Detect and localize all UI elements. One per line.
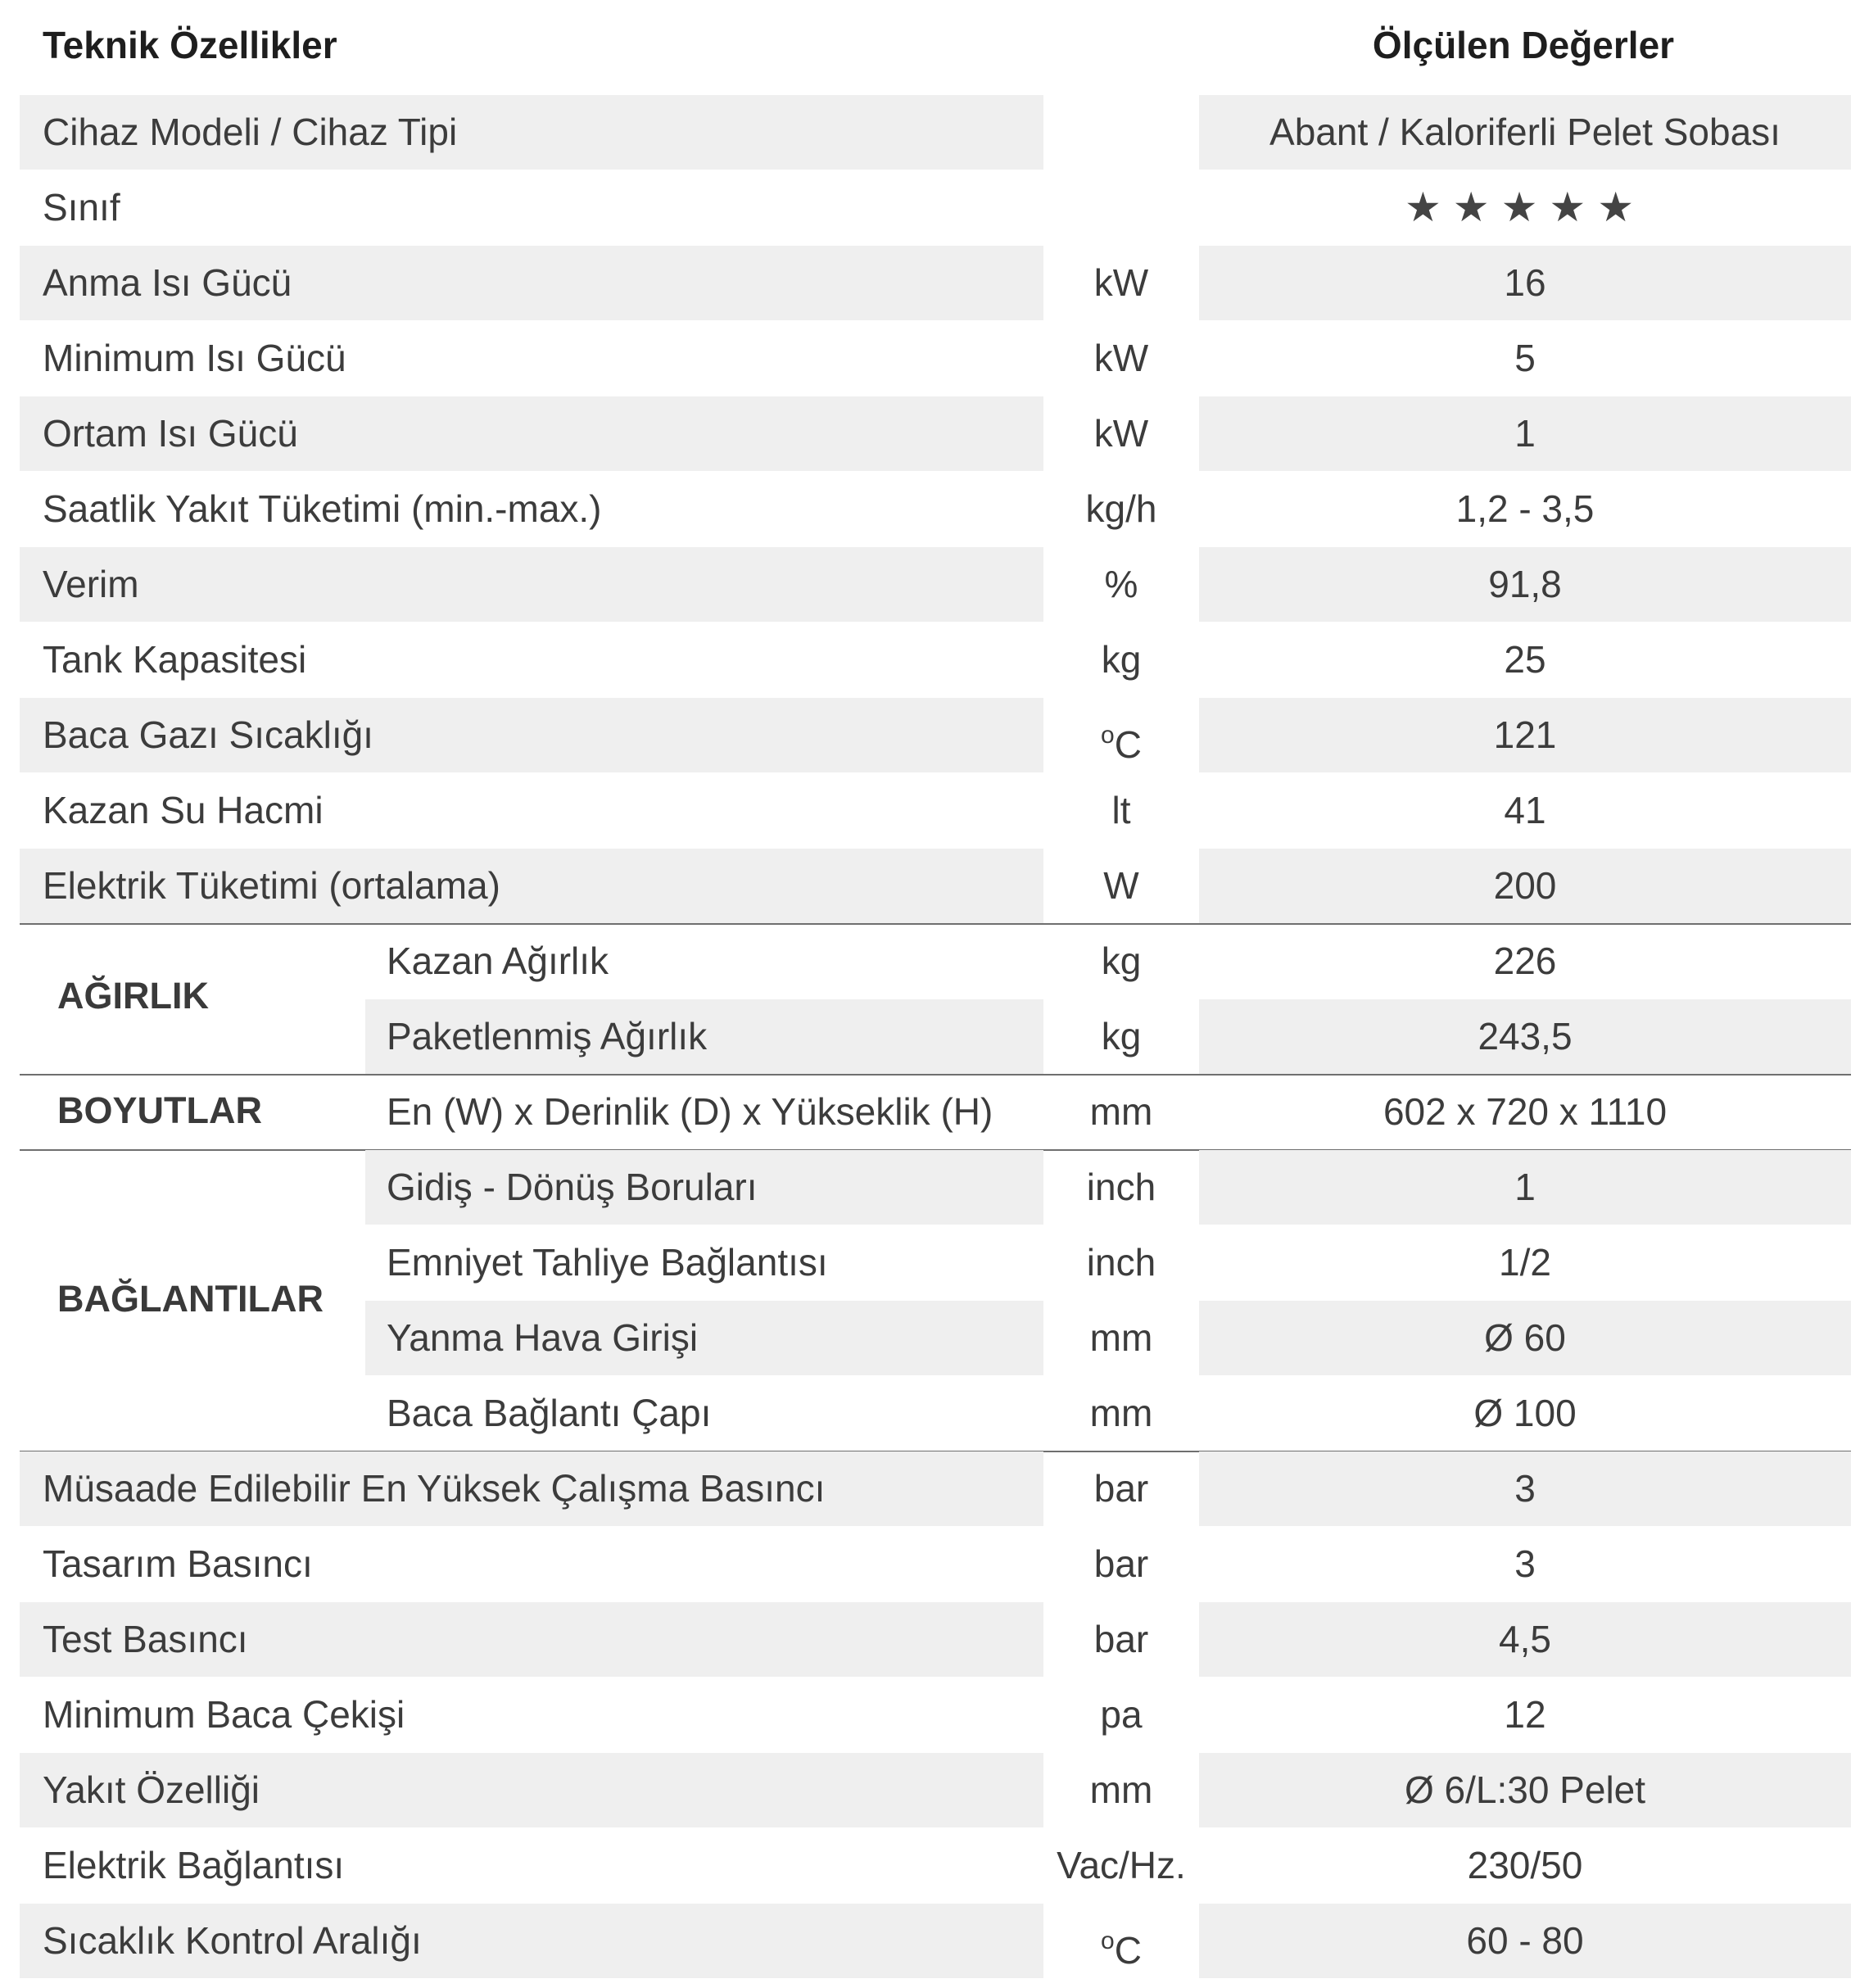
spec-value: 602 x 720 x 1110 — [1383, 1090, 1668, 1133]
spec-value: 16 — [1199, 246, 1851, 320]
spec-label: En (W) x Derinlik (D) x Yükseklik (H) — [387, 1090, 993, 1133]
spec-label: Sınıf — [43, 186, 120, 229]
spec-row-electrical-connection — [0, 1828, 1860, 1904]
spec-value: 121 — [1199, 698, 1851, 772]
spec-row-flue-diameter — [0, 1376, 1860, 1451]
spec-row-flow-return-pipes — [0, 1150, 1860, 1225]
spec-label: Paketlenmiş Ağırlık — [365, 999, 1043, 1074]
spec-unit: bar — [1093, 1467, 1149, 1510]
spec-value: 1 — [1199, 1150, 1851, 1225]
spec-unit — [1043, 170, 1199, 245]
spec-unit: bar — [1093, 1618, 1149, 1660]
spec-row-min-flue-draft — [0, 1678, 1860, 1753]
spec-value: 91,8 — [1199, 547, 1851, 622]
spec-label: Yakıt Özelliği — [20, 1753, 1043, 1827]
spec-unit: kW — [1093, 337, 1149, 379]
spec-row-electric-consumption — [0, 849, 1860, 924]
spec-row-class — [0, 170, 1860, 246]
spec-unit: inch — [1086, 1241, 1156, 1284]
spec-row-device-model — [0, 95, 1860, 170]
spec-label: Baca Gazı Sıcaklığı — [20, 698, 1043, 772]
spec-unit: mm — [1089, 1768, 1153, 1811]
spec-row-temp-control-range — [0, 1904, 1860, 1979]
unit-letter: C — [1114, 723, 1142, 766]
spec-label: Emniyet Tahliye Bağlantısı — [387, 1241, 828, 1284]
spec-value: Ø 6/L:30 Pelet — [1199, 1753, 1851, 1827]
spec-unit: bar — [1093, 1542, 1149, 1585]
spec-row-rated-heat-output — [0, 246, 1860, 321]
spec-value: 25 — [1504, 638, 1546, 681]
spec-value: 1,2 - 3,5 — [1455, 487, 1595, 530]
spec-value: 230/50 — [1467, 1844, 1583, 1886]
spec-row-design-pressure — [0, 1527, 1860, 1602]
spec-label: Kazan Su Hacmi — [43, 789, 324, 831]
spec-label: Minimum Baca Çekişi — [43, 1693, 405, 1736]
degree-sup: o — [1101, 722, 1115, 749]
spec-row-safety-drain — [0, 1225, 1860, 1301]
spec-row-flue-gas-temp — [0, 698, 1860, 773]
spec-value: 4,5 — [1199, 1602, 1851, 1677]
spec-unit: % — [1104, 563, 1138, 605]
group-title-weight: AĞIRLIK — [57, 975, 209, 1017]
spec-unit: kW — [1093, 261, 1149, 304]
spec-row-max-working-pressure — [0, 1451, 1860, 1527]
spec-row-packaged-weight — [0, 999, 1860, 1075]
degree-sup: o — [1101, 1927, 1115, 1954]
spec-unit — [1043, 698, 1199, 772]
spec-unit: mm — [1089, 1316, 1153, 1359]
spec-label: Baca Bağlantı Çapı — [387, 1392, 712, 1434]
spec-value: 60 - 80 — [1199, 1904, 1851, 1978]
spec-row-min-heat-output — [0, 321, 1860, 396]
spec-unit: kg — [1101, 638, 1142, 681]
spec-unit: inch — [1086, 1166, 1156, 1208]
spec-label: Minimum Isı Gücü — [43, 337, 346, 379]
spec-label: Cihaz Modeli / Cihaz Tipi — [20, 95, 1043, 170]
spec-unit: W — [1103, 864, 1139, 907]
spec-value: 41 — [1504, 789, 1546, 831]
section-title-technical-specs: Teknik Özellikler — [43, 24, 337, 66]
spec-label: Ortam Isı Gücü — [20, 396, 1043, 471]
spec-label: Elektrik Bağlantısı — [43, 1844, 345, 1886]
star-rating-icon: ★★★★★ — [1404, 184, 1646, 230]
spec-row-boiler-water-volume — [0, 773, 1860, 849]
spec-label: Saatlik Yakıt Tüketimi (min.-max.) — [43, 487, 602, 530]
spec-label: Yanma Hava Girişi — [365, 1301, 1043, 1375]
spec-value: 243,5 — [1199, 999, 1851, 1074]
spec-label: Sıcaklık Kontrol Aralığı — [20, 1904, 1043, 1978]
spec-label: Anma Isı Gücü — [20, 246, 1043, 320]
spec-row-tank-capacity — [0, 623, 1860, 698]
spec-label: Kazan Ağırlık — [387, 940, 609, 982]
spec-value: 226 — [1493, 940, 1557, 982]
spec-value: Ø 60 — [1199, 1301, 1851, 1375]
group-title-connections: BAĞLANTILAR — [57, 1278, 324, 1320]
spec-value: 5 — [1514, 337, 1536, 379]
spec-unit: kg/h — [1085, 487, 1157, 530]
spec-label: Test Basıncı — [20, 1602, 1043, 1677]
spec-value: 200 — [1199, 849, 1851, 923]
spec-value: 12 — [1504, 1693, 1546, 1736]
spec-unit: kg — [1101, 1015, 1142, 1057]
spec-unit: kg — [1101, 940, 1142, 982]
spec-row-fuel-consumption — [0, 472, 1860, 547]
spec-unit — [1043, 1904, 1199, 1978]
spec-unit: pa — [1100, 1693, 1143, 1736]
spec-label: Gidiş - Dönüş Boruları — [365, 1150, 1043, 1225]
spec-value: 3 — [1199, 1451, 1851, 1526]
spec-unit: kW — [1093, 412, 1149, 455]
spec-row-boiler-weight — [0, 924, 1860, 999]
spec-unit — [1043, 95, 1199, 170]
spec-value: 1/2 — [1499, 1241, 1551, 1284]
spec-unit: mm — [1089, 1392, 1153, 1434]
spec-row-test-pressure — [0, 1602, 1860, 1678]
spec-unit: mm — [1089, 1090, 1153, 1133]
spec-label: Verim — [20, 547, 1043, 622]
spec-unit: Vac/Hz. — [1057, 1844, 1186, 1886]
spec-label: Tank Kapasitesi — [43, 638, 307, 681]
spec-label: Müsaade Edilebilir En Yüksek Çalışma Basıncı — [20, 1451, 1043, 1526]
spec-row-combustion-air-inlet — [0, 1301, 1860, 1376]
spec-unit: lt — [1111, 789, 1131, 831]
spec-value: Abant / Kaloriferli Pelet Sobası — [1199, 95, 1851, 170]
section-title-measured-values: Ölçülen Değerler — [1372, 24, 1675, 66]
spec-label: Tasarım Basıncı — [43, 1542, 313, 1585]
group-title-dimensions: BOYUTLAR — [57, 1089, 262, 1131]
spec-row-dimensions — [0, 1075, 1860, 1150]
spec-value: Ø 100 — [1473, 1392, 1577, 1434]
spec-label: Elektrik Tüketimi (ortalama) — [20, 849, 1043, 923]
spec-value: 3 — [1514, 1542, 1536, 1585]
spec-value: 1 — [1199, 396, 1851, 471]
spec-row-efficiency — [0, 547, 1860, 623]
spec-row-fuel-spec — [0, 1753, 1860, 1828]
unit-letter: C — [1114, 1929, 1142, 1972]
spec-row-room-heat-output — [0, 396, 1860, 472]
